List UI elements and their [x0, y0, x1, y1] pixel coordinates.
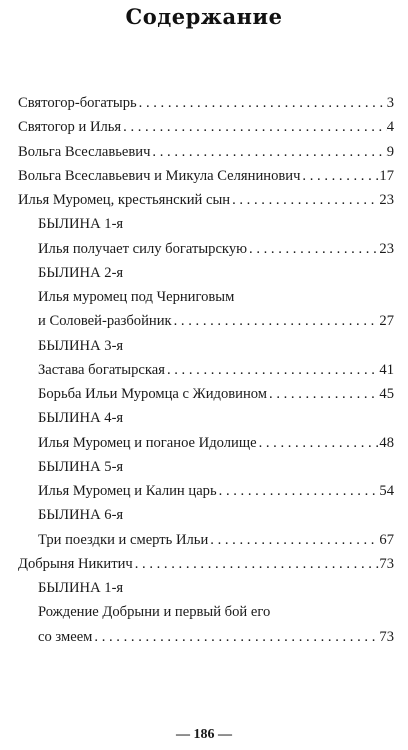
- toc-leader-dots: [165, 358, 379, 382]
- toc-entry-title: Илья Муромец, крестьянский сын: [18, 192, 231, 208]
- toc-entry: [18, 528, 394, 552]
- toc-entry-page: 41: [379, 361, 394, 378]
- toc-entry-page: 23: [379, 192, 394, 208]
- toc-leader-dots: [150, 140, 386, 164]
- toc-entry: [18, 358, 394, 382]
- toc-entry-title: Три поездки и смерть Ильи: [38, 531, 209, 548]
- toc-entry-title: Илья Муромец и Калин царь: [38, 483, 217, 499]
- toc-entry-title: Вольга Всеславьевич и Микула Селянинович: [18, 167, 301, 184]
- page-title: Содержание: [125, 4, 283, 29]
- toc-leader-dots: [121, 115, 387, 139]
- toc-heading: [18, 212, 394, 236]
- toc-entry: [18, 115, 394, 139]
- toc-entry: [18, 309, 394, 333]
- toc-entry-title: БЫЛИНА 4-я: [38, 410, 124, 427]
- toc-entry-title: Илья получает силу богатырскую: [38, 240, 248, 257]
- toc-entry: [18, 552, 394, 576]
- toc-entry: [18, 431, 394, 455]
- toc-entry: [18, 479, 394, 503]
- toc-entry-page: 23: [379, 240, 394, 257]
- toc-leader-dots: [137, 91, 387, 115]
- toc-entry-page: 67: [379, 531, 394, 548]
- toc-entry-title: БЫЛИНА 2-я: [38, 264, 124, 281]
- toc-entry-page: 73: [379, 628, 394, 645]
- toc-entry-title: Вольга Всеславьевич: [18, 143, 151, 160]
- toc-entry-title: Добрыня Никитич: [18, 555, 133, 572]
- toc-entry: [18, 140, 394, 164]
- toc-leader-dots: [267, 382, 379, 406]
- toc-entry-title: БЫЛИНА 5-я: [38, 458, 124, 475]
- toc-entry: [18, 625, 394, 649]
- toc-leader-dots: [257, 431, 380, 455]
- toc-leader-dots: [247, 237, 379, 261]
- toc-leader-dots: [133, 552, 380, 576]
- toc-entry-title: Илья Муромец и поганое Идолище: [38, 434, 257, 451]
- toc-entry-title: со змеем: [38, 628, 93, 645]
- toc-heading: [18, 285, 394, 309]
- toc-entry-title: и Соловей-разбойник: [38, 313, 172, 330]
- toc-entry-page: 73: [379, 555, 394, 572]
- toc-heading: [18, 503, 394, 527]
- toc-entry-title: Илья муромец под Черниговым: [38, 289, 235, 305]
- toc-entry-title: БЫЛИНА 1-я: [38, 580, 124, 596]
- toc-entry-page: 27: [379, 313, 394, 330]
- toc-entry-page: 3: [386, 95, 394, 111]
- toc-entry: [18, 164, 394, 188]
- toc-heading: [18, 455, 394, 479]
- toc-entry-title: Борьба Ильи Муромца с Жидовином: [38, 386, 268, 402]
- toc-leader-dots: [172, 309, 380, 333]
- toc-leader-dots: [230, 188, 379, 212]
- toc-entry: [18, 237, 394, 261]
- toc-entry-page: 48: [379, 434, 394, 451]
- toc-leader-dots: [300, 164, 379, 188]
- toc-entry: [18, 382, 394, 406]
- toc-entry-page: 9: [386, 143, 394, 160]
- toc-heading: [18, 600, 394, 624]
- toc-entry-title: БЫЛИНА 1-я: [38, 216, 124, 233]
- toc-leader-dots: [92, 625, 379, 649]
- toc-entry-title: Рождение Добрыни и первый бой его: [38, 604, 271, 621]
- toc-leader-dots: [217, 479, 380, 503]
- toc-entry-title: Святогор и Илья: [18, 119, 122, 136]
- toc-entry-title: Застава богатырская: [38, 361, 165, 378]
- page-number: — 186 —: [176, 727, 232, 742]
- toc-heading: [18, 334, 394, 358]
- toc-heading: [18, 261, 394, 285]
- toc-entry-title: БЫЛИНА 3-я: [38, 337, 124, 354]
- table-of-contents: [18, 91, 394, 649]
- toc-entry-page: 17: [379, 167, 394, 184]
- toc-entry-page: 4: [386, 119, 394, 136]
- toc-heading: [18, 406, 394, 430]
- toc-entry: [18, 91, 394, 115]
- toc-leader-dots: [208, 528, 379, 552]
- toc-entry-title: БЫЛИНА 6-я: [38, 507, 124, 524]
- toc-heading: [18, 576, 394, 600]
- toc-entry: [18, 188, 394, 212]
- toc-entry-title: Святогор-богатырь: [18, 95, 137, 111]
- toc-entry-page: 54: [379, 483, 394, 499]
- toc-entry-page: 45: [379, 386, 394, 402]
